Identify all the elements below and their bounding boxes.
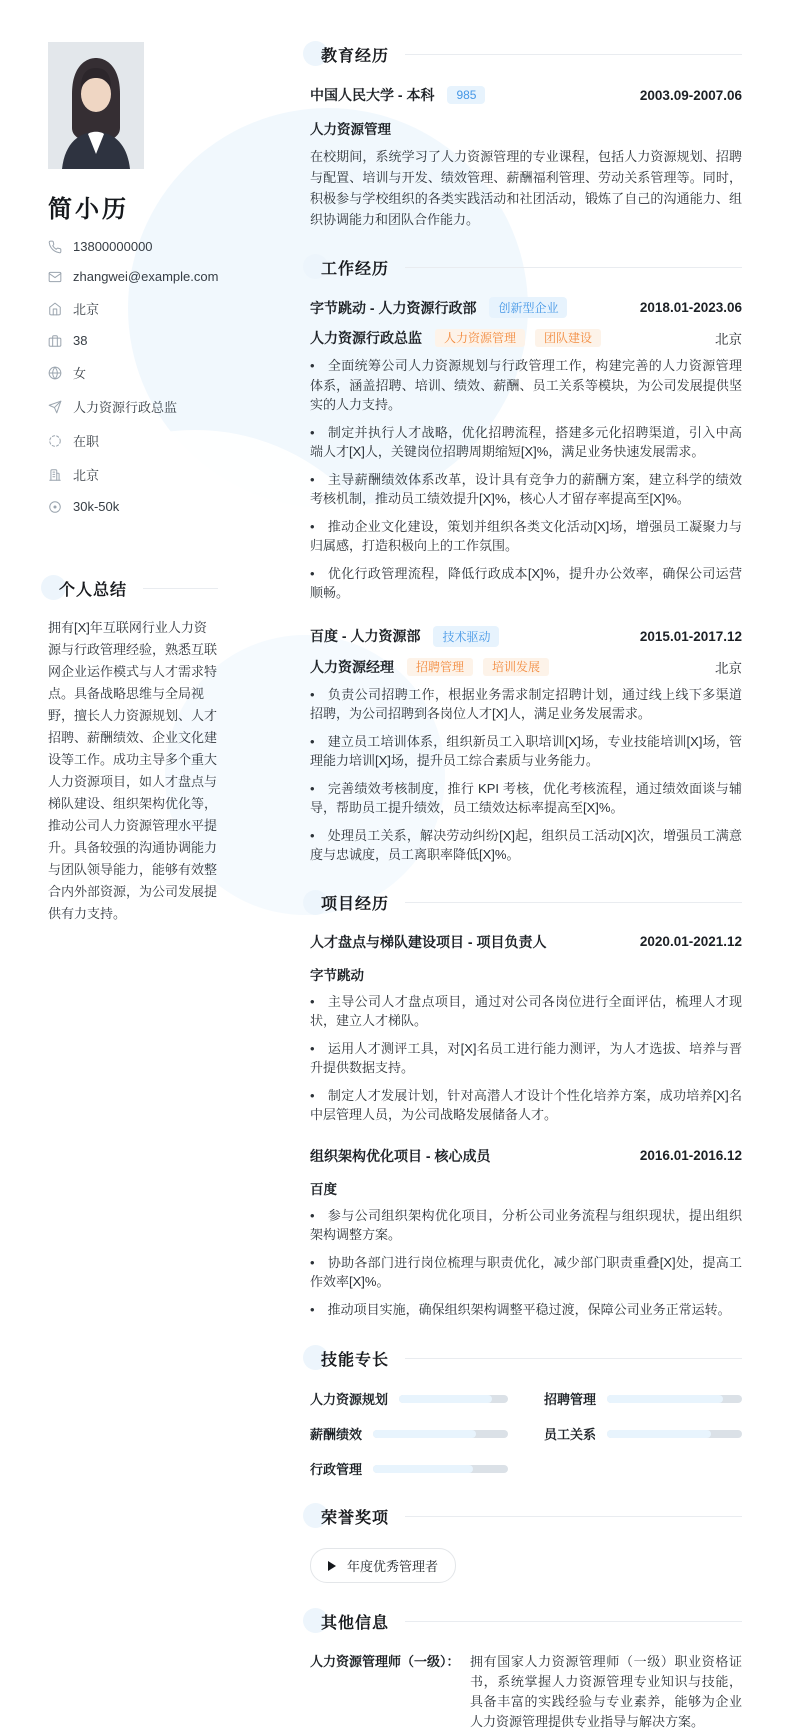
school-name: 中国人民大学 - 本科 bbox=[310, 87, 435, 103]
job-list bbox=[310, 297, 742, 865]
section-title: 项目经历 bbox=[321, 896, 390, 913]
contact-text: 北京 bbox=[73, 302, 100, 317]
section-title: 其他信息 bbox=[321, 1614, 390, 1632]
bullet-item: • 完善绩效考核制度，推行 KPI 考核，优化考核流程，通过绩效面谈与辅导，帮助员工提升绩效，员工绩效达标率提高至[X]%。 bbox=[310, 779, 742, 818]
job-role-row bbox=[310, 328, 742, 348]
job-entry bbox=[310, 626, 742, 865]
paper-plane-icon bbox=[48, 400, 62, 414]
project-company: 百度 bbox=[310, 1181, 337, 1197]
education-section bbox=[310, 42, 742, 230]
contact-email bbox=[48, 269, 218, 284]
skill-bar-fill bbox=[373, 1430, 476, 1438]
status-circle-icon bbox=[48, 434, 62, 448]
section-divider bbox=[405, 1358, 742, 1359]
contact-gender bbox=[48, 363, 218, 382]
job-entry bbox=[310, 297, 742, 603]
section-title: 工作经历 bbox=[321, 260, 390, 278]
bullet-item: • 制定人才发展计划，针对高潜人才设计个性化培养方案，成功培养[X]名中层管理人员，为公司战略发展储备人才。 bbox=[310, 1086, 742, 1125]
skill-bar bbox=[607, 1430, 742, 1438]
contact-text: 人力资源行政总监 bbox=[73, 400, 178, 415]
honor-label: 年度优秀管理者 bbox=[347, 1559, 439, 1574]
project-title-row bbox=[310, 932, 742, 952]
work-section bbox=[310, 255, 742, 865]
skills-header bbox=[310, 1346, 742, 1370]
profile-photo bbox=[48, 42, 144, 169]
skill-bar bbox=[373, 1430, 508, 1438]
bullet-item: • 主导公司人才盘点项目，通过对公司各岗位进行全面评估，梳理人才现状，建立人才梯队。 bbox=[310, 992, 742, 1031]
role-title: 人力资源行政总监 bbox=[310, 330, 422, 346]
mail-icon bbox=[48, 270, 62, 284]
skill-item bbox=[310, 1459, 508, 1478]
section-divider bbox=[405, 54, 742, 55]
job-location: 北京 bbox=[715, 332, 742, 347]
bullet-item: • 推动企业文化建设，策划并组织各类文化活动[X]场，增强员工凝聚力与归属感，打造积极向上的工作氛围。 bbox=[310, 517, 742, 556]
honor-item bbox=[310, 1548, 456, 1583]
honors-header bbox=[310, 1504, 742, 1528]
contact-target-role bbox=[48, 397, 218, 416]
honor-list bbox=[310, 1548, 742, 1583]
job-title-row bbox=[310, 297, 742, 318]
education-description: 在校期间，系统学习了人力资源管理的专业课程，包括人力资源规划、招聘与配置、培训与开发、绩效管理、薪酬福利管理、劳动关系管理等。同时，积极参与学校组织的各类实践活动和社团活动，锻炼了自己的沟通能力、组织协调能力和团队合作能力。 bbox=[310, 149, 742, 227]
contact-salary bbox=[48, 499, 218, 514]
company-name: 百度 - 人力资源部 bbox=[310, 628, 421, 644]
bullet-item: • 制定并执行人才战略，优化招聘流程，搭建多元化招聘渠道，引入中高端人才[X]人，关键岗位招聘周期缩短[X]%，满足业务快速发展需求。 bbox=[310, 423, 742, 462]
summary-header bbox=[48, 576, 218, 600]
education-entry bbox=[310, 85, 742, 105]
skill-bar bbox=[373, 1465, 508, 1473]
role-title: 人力资源经理 bbox=[310, 658, 394, 675]
summary-text: 拥有[X]年互联网行业人力资源与行政管理经验，熟悉互联网企业运作模式与人才需求特点。具备战略思维与全局视野，擅长人力资源规划、人才招聘、薪酬绩效、企业文化建设等工作。成功主导多个重大人力资源项目，如人才盘点与梯队建设、组织架构优化等，推动公司人力资源管理水平提升。具备较强的沟通协调能力与团队领导能力，能够有效整合内外部资源，为公司发展提供有力支持。 bbox=[48, 620, 218, 921]
sidebar bbox=[48, 42, 218, 1732]
company-name: 字节跳动 - 人力资源行政部 bbox=[310, 299, 477, 316]
project-title-row bbox=[310, 1146, 742, 1166]
section-title: 技能专长 bbox=[321, 1351, 390, 1369]
bullet-item: • 参与公司组织架构优化项目，分析公司业务流程与组织现状，提出组织架构调整方案。 bbox=[310, 1206, 742, 1245]
job-title-row bbox=[310, 626, 742, 647]
bullet-item: • 全面统筹公司人力资源规划与行政管理工作，构建完善的人力资源管理体系，涵盖招聘、培训、绩效、薪酬、员工关系等模块，为公司发展提供坚实的人力支持。 bbox=[310, 356, 742, 415]
bullet-list bbox=[310, 992, 742, 1125]
bullet-item: • 建立员工培训体系，组织新员工入职培训[X]场，专业技能培训[X]场，管理能力培训[X]场，提升员工综合素质与业务能力。 bbox=[310, 732, 742, 771]
building-icon bbox=[48, 468, 62, 482]
project-name: 人才盘点与梯队建设项目 - 项目负责人 bbox=[310, 933, 547, 950]
job-location: 北京 bbox=[715, 660, 742, 676]
project-name: 组织架构优化项目 - 核心成员 bbox=[310, 1147, 491, 1164]
skill-name: 薪酬绩效 bbox=[310, 1427, 363, 1442]
contact-text: 在职 bbox=[73, 434, 100, 449]
contact-location bbox=[48, 299, 218, 318]
contact-text: zhangwei@example.com bbox=[73, 269, 219, 284]
contact-text: 北京 bbox=[73, 468, 100, 483]
bullet-item: • 主导薪酬绩效体系改革，设计具有竞争力的薪酬方案，建立科学的绩效考核机制，推动员工绩效提升[X]%，核心人才留存率提高至[X]%。 bbox=[310, 470, 742, 509]
skill-tag: 培训发展 bbox=[483, 658, 549, 676]
contact-status bbox=[48, 431, 218, 450]
bullet-list bbox=[310, 1206, 742, 1320]
contact-list bbox=[48, 239, 218, 514]
job-role-row bbox=[310, 657, 742, 677]
section-divider bbox=[405, 267, 742, 268]
skill-bar-fill bbox=[373, 1465, 473, 1473]
skill-name: 行政管理 bbox=[310, 1462, 363, 1477]
section-title: 个人总结 bbox=[59, 581, 128, 599]
contact-text: 女 bbox=[73, 366, 87, 381]
skill-tag: 人力资源管理 bbox=[435, 329, 525, 347]
contact-text: 30k-50k bbox=[73, 499, 120, 514]
section-divider bbox=[143, 588, 218, 589]
skill-item bbox=[310, 1389, 508, 1408]
project-list bbox=[310, 932, 742, 1320]
certificate-text: 拥有国家人力资源管理师（一级）职业资格证书，系统掌握人力资源管理专业知识与技能，具备丰富的实践经验与专业素养，能够为企业人力资源管理提供专业指导与解决方案。 bbox=[470, 1654, 742, 1729]
project-company: 字节跳动 bbox=[310, 967, 364, 983]
contact-city bbox=[48, 465, 218, 484]
phone-icon bbox=[48, 240, 62, 254]
bullet-item: • 推动项目实施，确保组织架构调整平稳过渡，保障公司业务正常运转。 bbox=[310, 1300, 742, 1320]
skill-tag: 招聘管理 bbox=[407, 658, 473, 676]
bullet-item: • 优化行政管理流程，降低行政成本[X]%，提升办公效率，确保公司运营顺畅。 bbox=[310, 564, 742, 603]
project-date: 2020.01-2021.12 bbox=[639, 934, 742, 949]
contact-phone bbox=[48, 239, 218, 254]
skill-name: 人力资源规划 bbox=[310, 1392, 389, 1407]
skill-tag: 团队建设 bbox=[535, 329, 601, 347]
tag-list bbox=[407, 658, 559, 676]
skill-bar-fill bbox=[399, 1395, 492, 1403]
work-header bbox=[310, 255, 742, 279]
bullet-item: • 协助各部门进行岗位梳理与职责优化，减少部门职责重叠[X]处，提高工作效率[X]%。 bbox=[310, 1253, 742, 1292]
skill-item bbox=[310, 1424, 508, 1443]
section-divider bbox=[405, 1516, 742, 1517]
section-divider bbox=[405, 1621, 742, 1622]
education-header bbox=[310, 42, 742, 66]
school-badge: 985 bbox=[447, 86, 485, 104]
skill-bar-fill bbox=[607, 1430, 711, 1438]
job-date: 2015.01-2017.12 bbox=[639, 628, 742, 644]
contact-text: 13800000000 bbox=[73, 239, 153, 254]
bullet-list bbox=[310, 685, 742, 865]
section-title: 教育经历 bbox=[321, 47, 390, 65]
candidate-name: 简小历 bbox=[48, 196, 129, 223]
globe-icon bbox=[48, 366, 62, 380]
section-divider bbox=[405, 902, 742, 903]
skill-bar bbox=[607, 1395, 742, 1403]
bullet-item: • 运用人才测评工具，对[X]名员工进行能力测评，为人才选拔、培养与晋升提供数据支持。 bbox=[310, 1039, 742, 1078]
summary-section bbox=[48, 576, 218, 925]
skill-name: 招聘管理 bbox=[544, 1392, 597, 1407]
skills-section bbox=[310, 1346, 742, 1478]
bullet-list bbox=[310, 356, 742, 603]
bullet-item: • 负责公司招聘工作，根据业务需求制定招聘计划，通过线上线下多渠道招聘，为公司招聘到各岗位人才[X]人，满足业务发展需求。 bbox=[310, 685, 742, 724]
project-entry bbox=[310, 932, 742, 1125]
skill-list bbox=[310, 1389, 742, 1478]
skill-item bbox=[544, 1424, 742, 1443]
projects-header bbox=[310, 891, 742, 915]
company-badge: 技术驱动 bbox=[433, 626, 499, 647]
briefcase-icon bbox=[48, 334, 62, 348]
section-title: 荣誉奖项 bbox=[321, 1509, 390, 1527]
other-header bbox=[310, 1609, 742, 1633]
skill-bar-fill bbox=[607, 1395, 723, 1403]
other-section bbox=[310, 1609, 742, 1732]
bullet-item: • 处理员工关系，解决劳动纠纷[X]起，组织员工活动[X]次，增强员工满意度与忠诚度，员工离职率降低[X]%。 bbox=[310, 826, 742, 865]
skill-bar bbox=[399, 1395, 508, 1403]
certificate-label: 人力资源管理师（一级）： bbox=[310, 1654, 460, 1669]
certificate-entry bbox=[310, 1652, 742, 1732]
main-column bbox=[310, 42, 742, 1732]
education-date: 2003.09-2007.06 bbox=[639, 87, 742, 103]
project-date: 2016.01-2016.12 bbox=[639, 1148, 742, 1163]
contact-text: 38 bbox=[73, 333, 88, 348]
project-entry bbox=[310, 1146, 742, 1320]
contact-age bbox=[48, 333, 218, 348]
projects-section bbox=[310, 891, 742, 1320]
honors-section bbox=[310, 1504, 742, 1583]
tag-list bbox=[435, 329, 611, 347]
skill-item bbox=[544, 1389, 742, 1408]
target-icon bbox=[48, 500, 62, 514]
skill-name: 员工关系 bbox=[544, 1427, 597, 1442]
play-icon bbox=[328, 1561, 336, 1571]
job-date: 2018.01-2023.06 bbox=[639, 300, 742, 315]
major-name: 人力资源管理 bbox=[310, 122, 391, 137]
home-icon bbox=[48, 302, 62, 316]
company-badge: 创新型企业 bbox=[489, 297, 567, 318]
